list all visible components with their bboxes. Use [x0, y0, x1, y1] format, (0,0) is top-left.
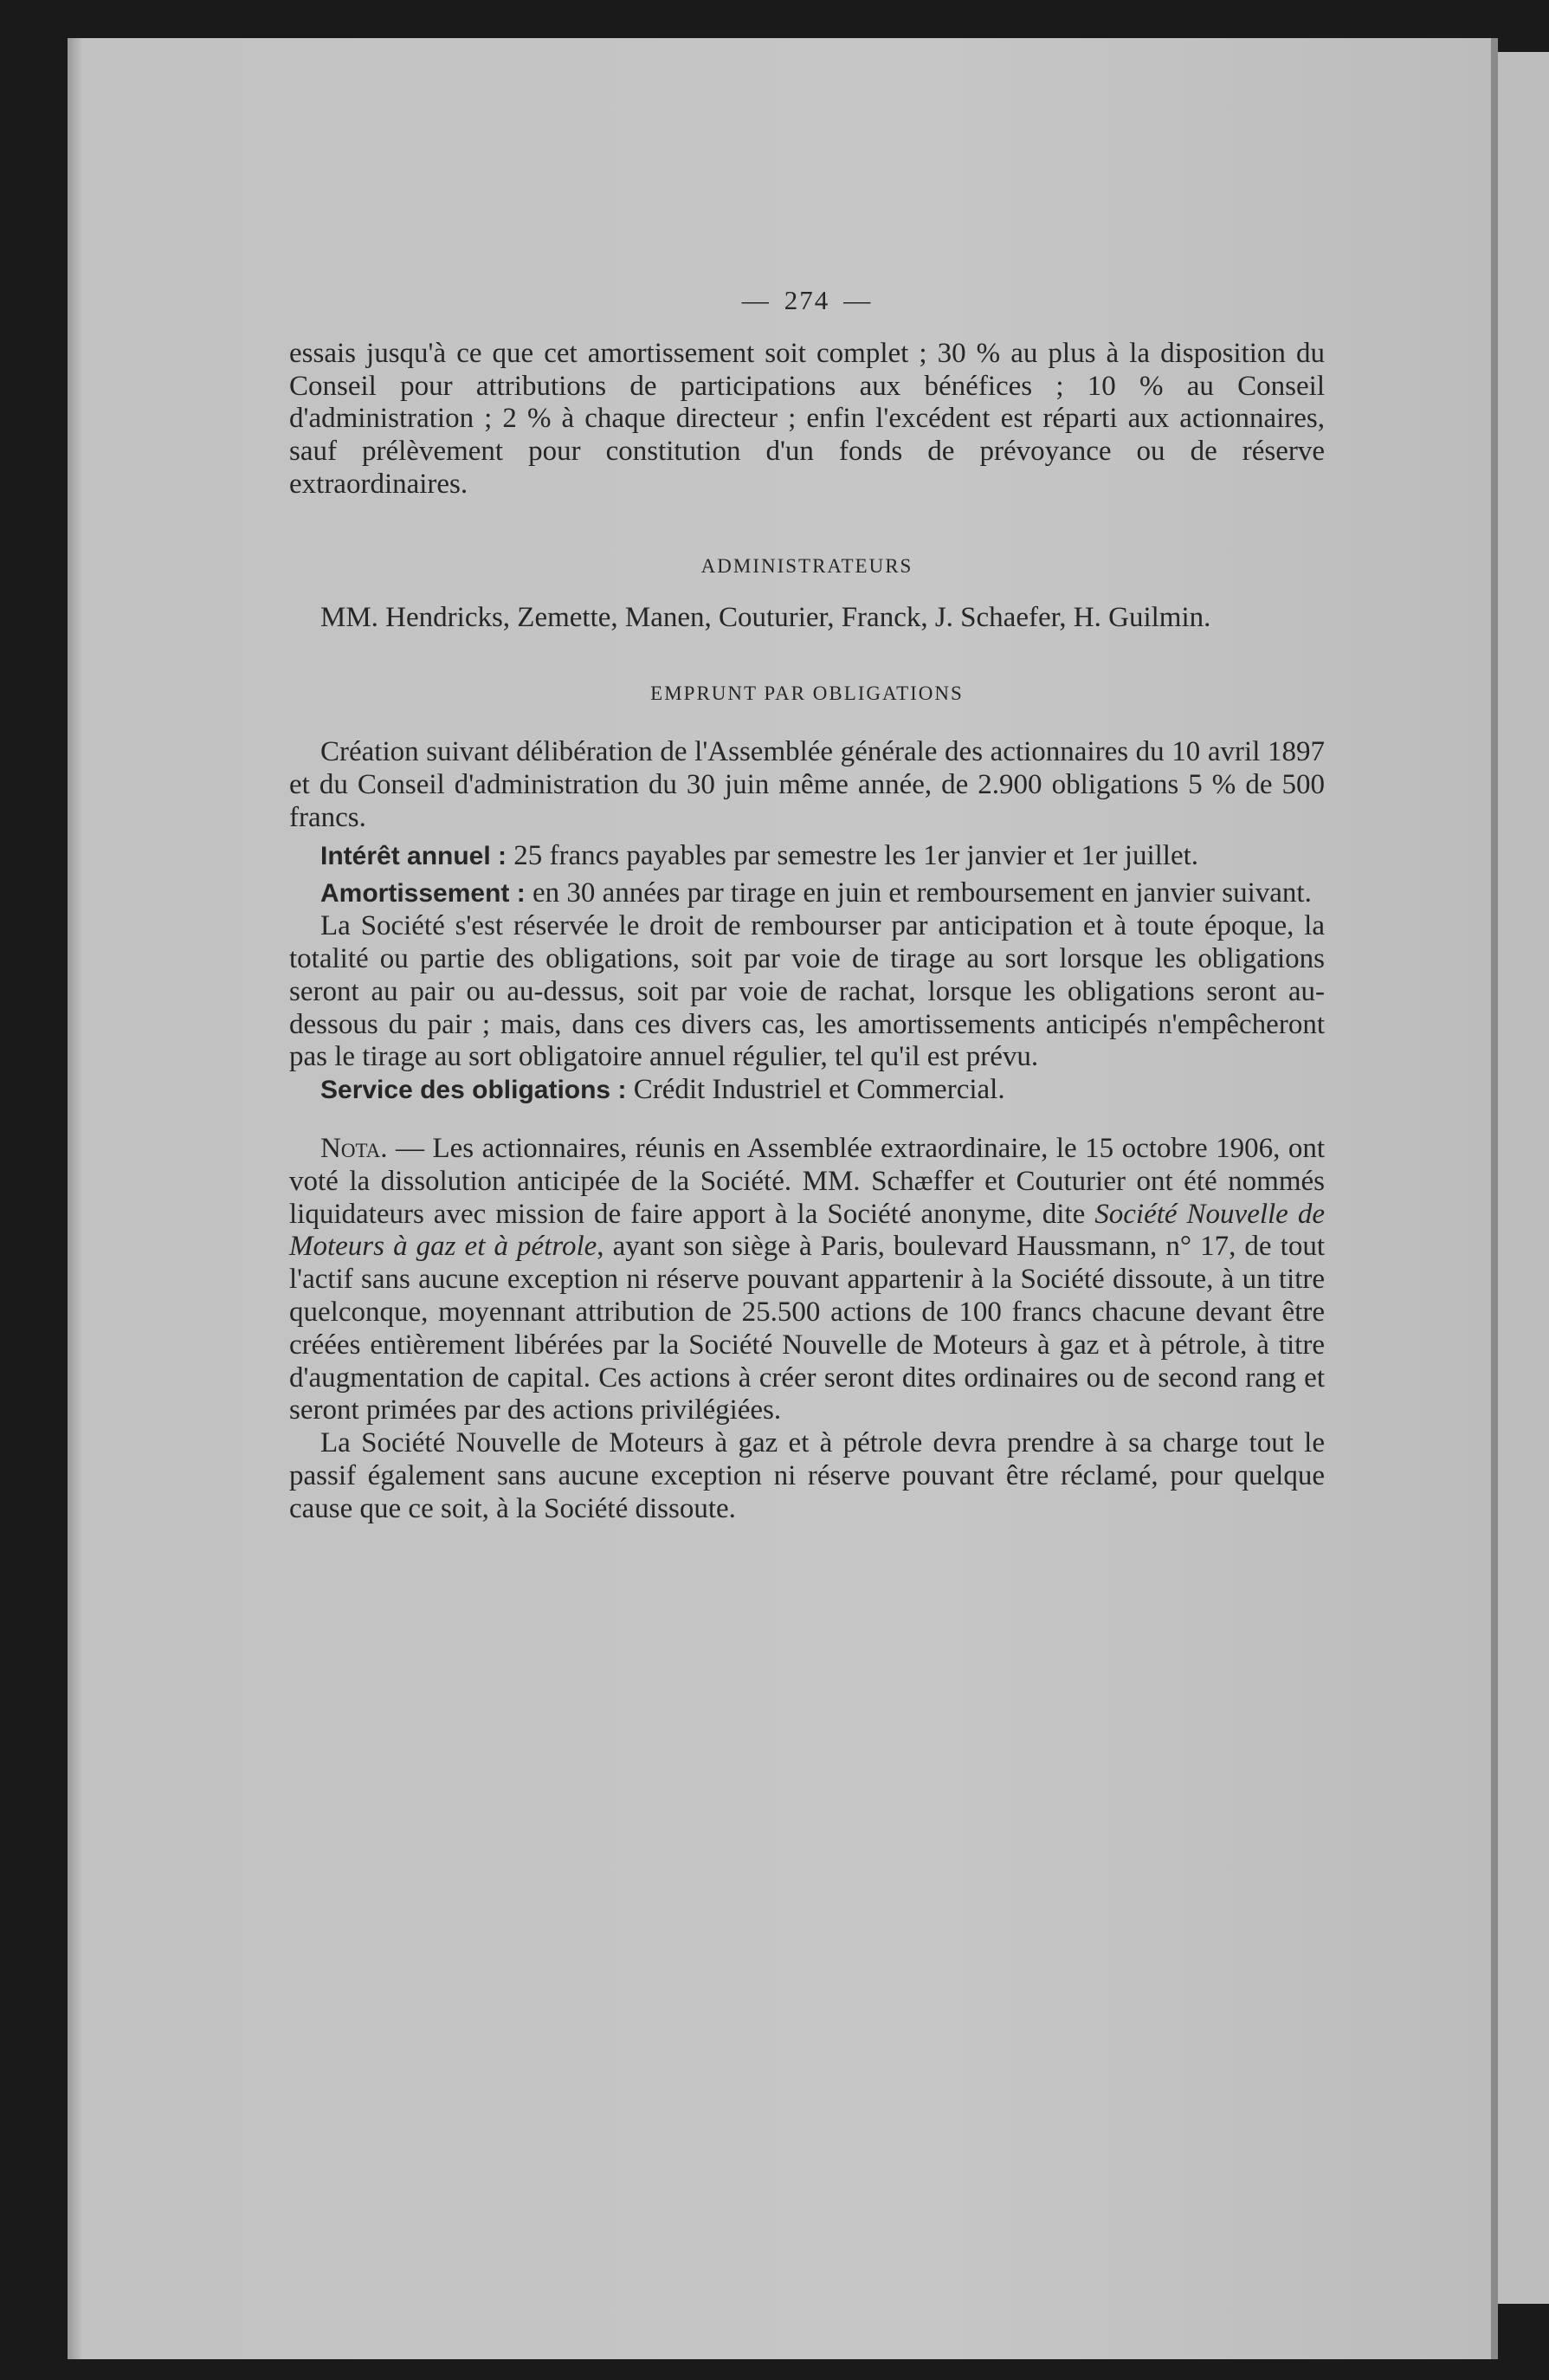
amortissement-paragraph	[289, 877, 1325, 910]
administrateurs-list: MM. Hendricks, Zemette, Manen, Couturier, Franck, J. Schaefer, H. Guilmin.	[320, 601, 1211, 633]
administrateurs-heading: ADMINISTRATEURS	[700, 554, 913, 577]
interet-text: 25 francs payables par semestre les 1er janvier et 1er juillet.	[513, 839, 1199, 871]
folio-dash-right: —	[843, 285, 873, 315]
service-paragraph	[289, 1074, 1325, 1107]
page-edge	[1491, 38, 1498, 2359]
page-number	[289, 284, 1325, 317]
page-content	[289, 284, 1325, 1526]
continuation-paragraph: essais jusqu'à ce que cet amortissement soit complet ; 30 % au plus à la disposition du Conseil pour attributions de participations aux bénéfices ; 10 % au Conseil d'administration ; 2 % à chaque directeur ; enfin l'excédent est réparti aux actionnaires, sauf prélèvement pour constitution d'un fonds de prévoyance ou de réserve extraordinaires.	[289, 337, 1325, 500]
nota-text-1: — Les actionnaires, réunis en Assemblée extraordinaire, le 15 octobre 1906, ont voté la dissolution anticipée de la Société. MM. Schæffer et Couturier ont été nommés liquidateurs avec mission de faire apport à la Société anonyme, dite	[289, 1132, 1325, 1230]
emprunt-creation-paragraph: Création suivant délibération de l'Assemblée générale des actionnaires du 10 avril 1897 et du Conseil d'administration du 30 juin même année, de 2.900 obligations 5 % de 500 francs.	[289, 736, 1325, 833]
service-label: Service des obligations :	[320, 1076, 627, 1105]
nota-company-name: Société Nouvelle de Moteurs à gaz et à pétrole	[289, 1198, 1325, 1263]
folio-number: 274	[784, 285, 830, 315]
emprunt-heading: EMPRUNT PAR OBLIGATIONS	[650, 682, 964, 705]
passif-paragraph: La Société Nouvelle de Moteurs à gaz et à pétrole devra prendre à sa charge tout le passif également sans aucune exception ni réserve pouvant être réclamé, pour quelque cause que ce soit, à la Société dissoute.	[289, 1427, 1325, 1524]
nota-label: Nota.	[320, 1132, 388, 1164]
interet-paragraph	[289, 840, 1325, 873]
amortissement-text: en 30 années par tirage en juin et remboursement en janvier suivant.	[532, 877, 1312, 909]
interet-label: Intérêt annuel :	[320, 841, 507, 870]
service-text: Crédit Industriel et Commercial.	[633, 1074, 1005, 1106]
nota-paragraph	[289, 1133, 1325, 1427]
amortissement-label: Amortissement :	[320, 879, 526, 909]
reserve-remboursement-paragraph: La Société s'est réservée le droit de rembourser par anticipation et à toute époque, la totalité ou partie des obligations, soit par voie de tirage au sort lorsque les obligations seront au pair ou au-dessus, soit par voie de rachat, lorsque les obligations seront au-dessous du pair ; mais, dans ces divers cas, les amortissements anticipés n'empêcheront pas le tirage au sort obligatoire annuel régulier, tel qu'il est prévu.	[289, 910, 1325, 1073]
folio-dash-left: —	[741, 285, 771, 315]
adjacent-page-edge	[1498, 52, 1549, 2304]
nota-text-2: , ayant son siège à Paris, boulevard Haussmann, n° 17, de tout l'actif sans aucune exception ni réserve pouvant appartenir à la Société dissoute, à un titre quelconque, moyennant attribution de 25.500 actions de 100 francs chacune devant être créées entièrement libérées par la Société Nouvelle de Moteurs à gaz et à pétrole, à titre d'augmentation de capital. Ces actions à créer seront dites ordinaires ou de second rang et seront primées par des actions privilégiées.	[289, 1231, 1325, 1426]
